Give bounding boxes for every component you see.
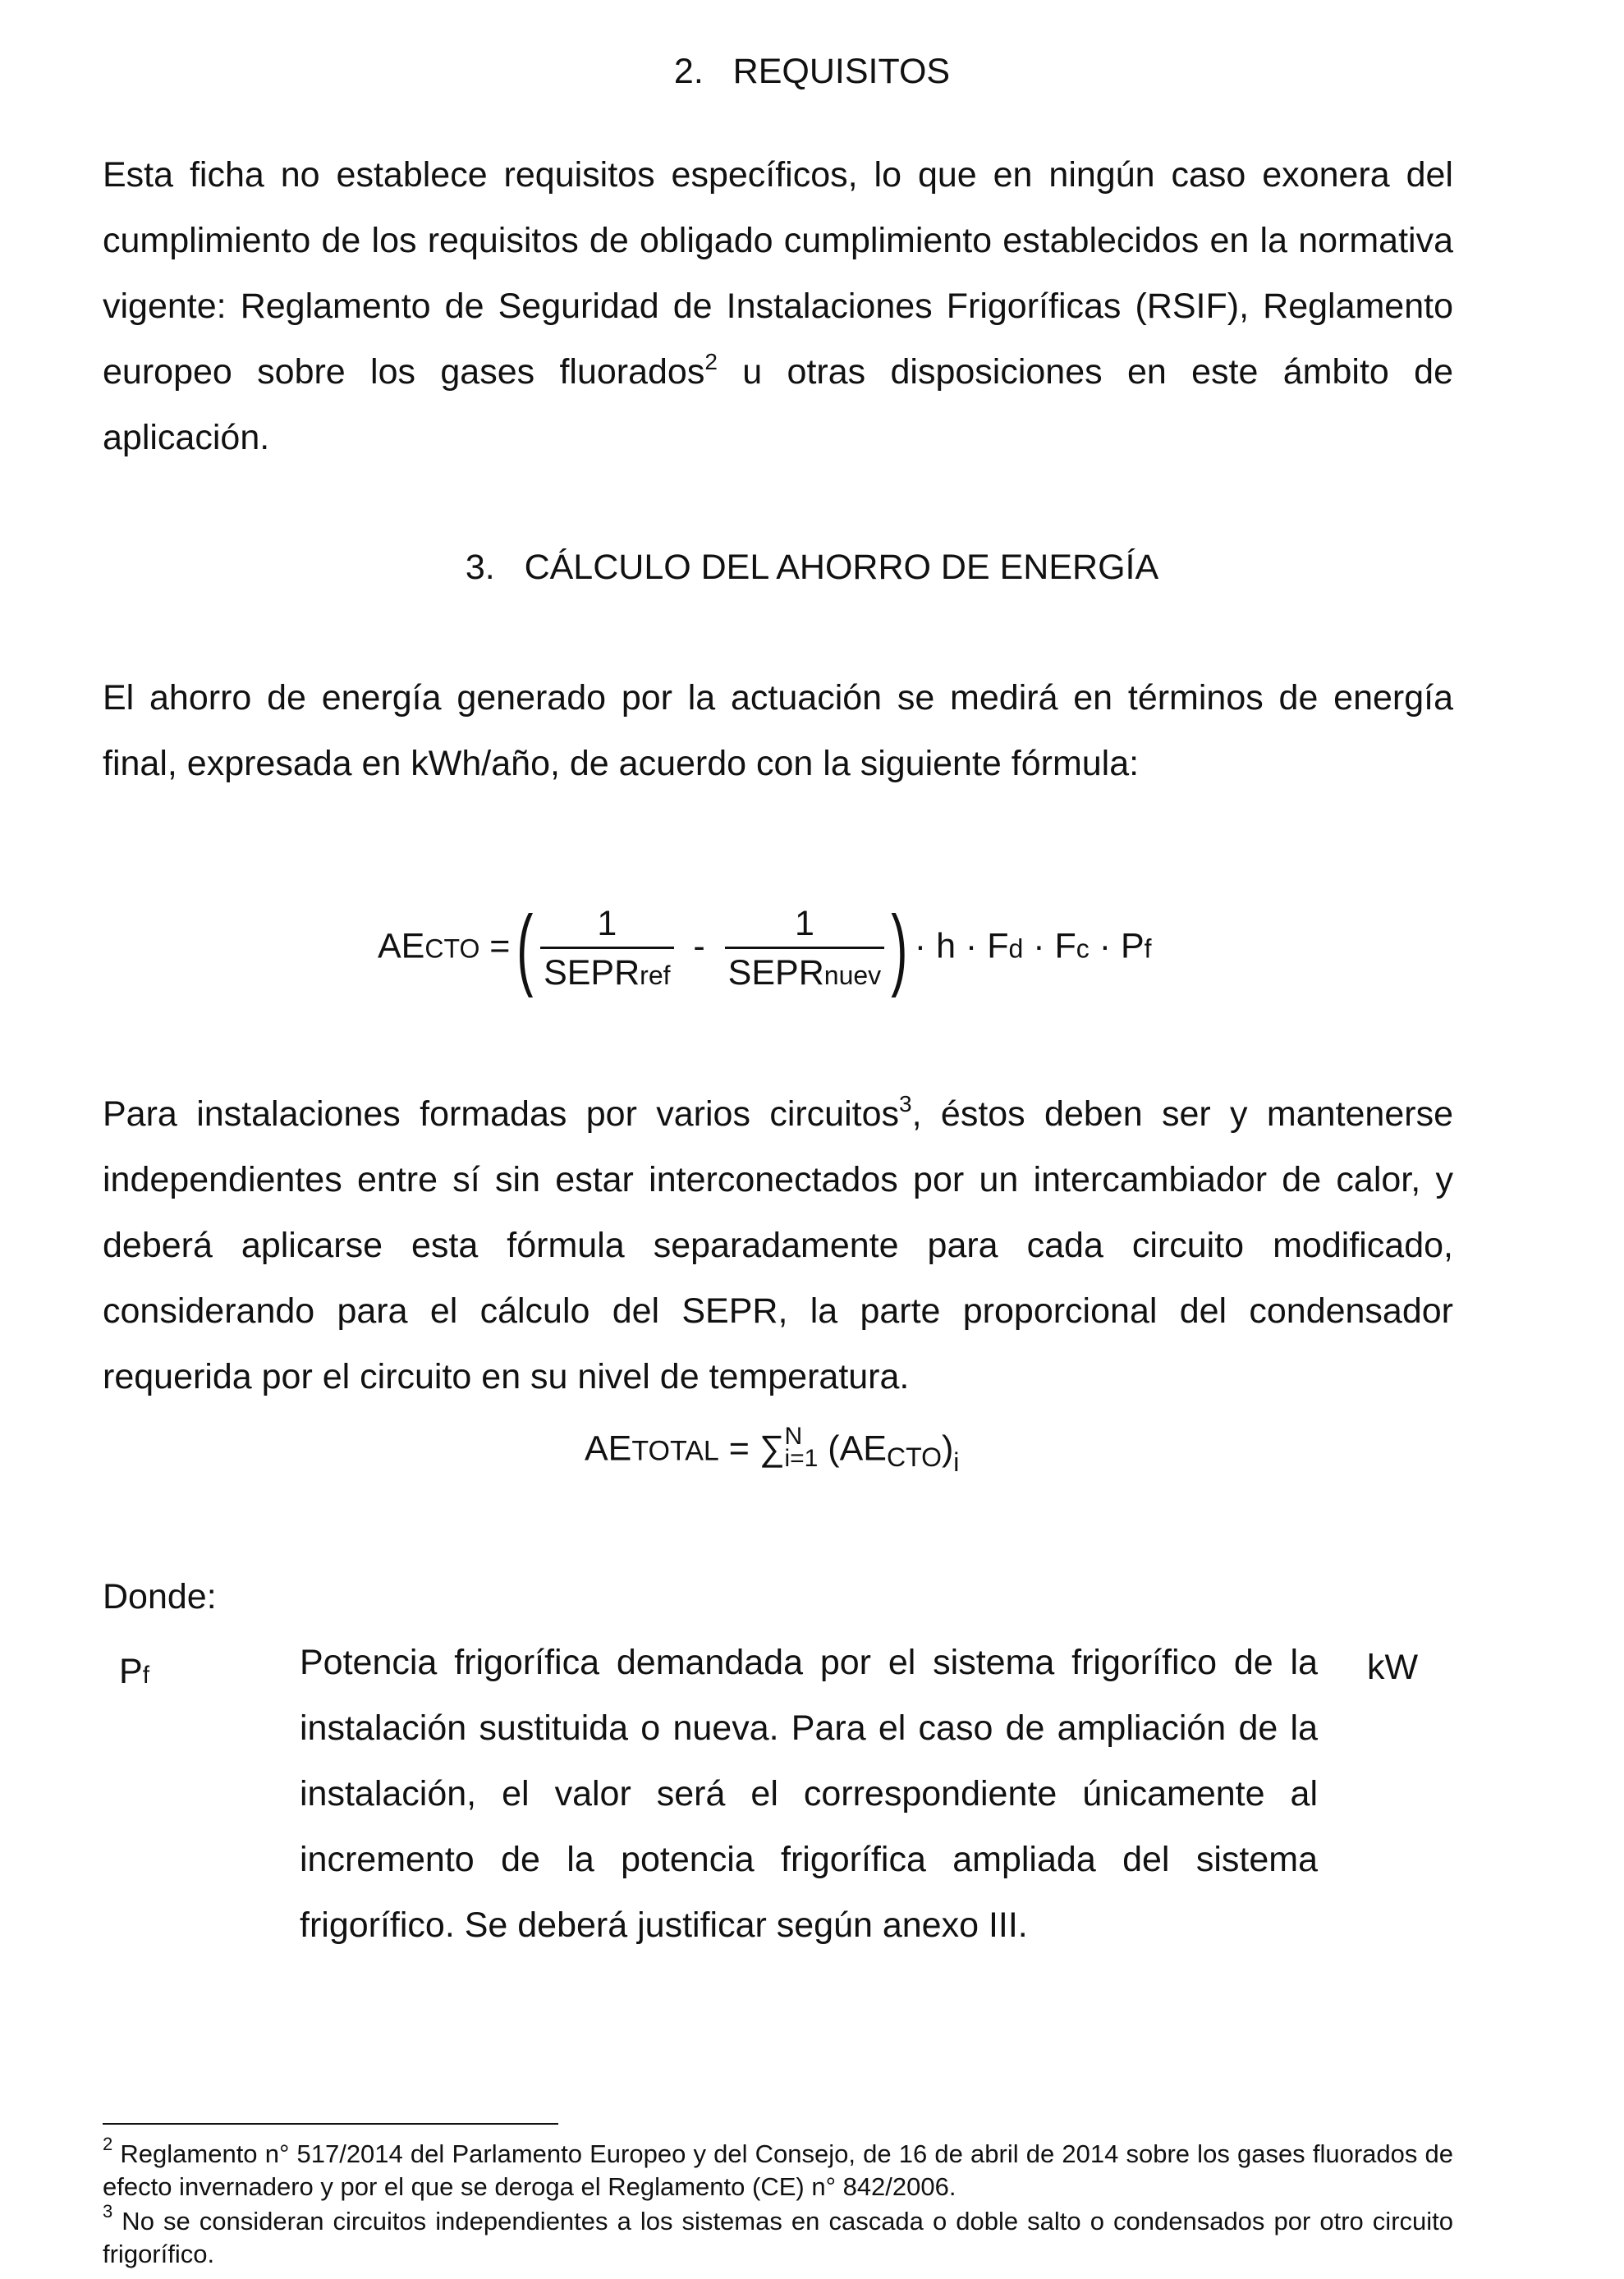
fraction-ref-denominator <box>540 949 673 991</box>
footnote-ref-2: 2 <box>704 348 718 374</box>
fraction-nuev <box>725 903 885 993</box>
where-label: Donde: <box>103 1577 217 1616</box>
footnote-3-mark: 3 <box>103 2200 113 2222</box>
total-close-paren: ) <box>941 1428 954 1469</box>
definition-description: Potencia frigorífica demandada por el sistema frigorífico de la instalación sustituida o nueva. Para el caso de ampliación de la instalación, el valor será el correspondiente únicamente al incremento de la potencia frigorífica ampliada del sistema frigorífico. Se deberá justificar según anexo III. <box>300 1643 1318 1945</box>
sum-limits <box>784 1425 818 1470</box>
footnote-2 <box>103 2133 1453 2203</box>
section-3-number: 3. <box>465 548 495 587</box>
formula-lhs-sub: CTO <box>424 933 480 964</box>
circuits-text-a: Para instalaciones formadas por varios circuitos <box>103 1094 900 1134</box>
total-savings-formula <box>585 1423 960 1478</box>
formula-equals: = <box>489 926 511 966</box>
footnote-2-text: Reglamento n° 517/2014 del Parlamento Europeo y del Consejo, de 16 de abril de 2014 sobre los gases fluorados de efecto invernadero y por el que se deroga el Reglamento (CE) n° 842/2006. <box>103 2139 1453 2201</box>
formula-minus: - <box>693 926 705 966</box>
total-index: i <box>953 1447 960 1478</box>
section-2-title: REQUISITOS <box>732 52 951 91</box>
fraction-ref <box>540 903 673 993</box>
total-lhs-sub: TOTAL <box>631 1435 719 1467</box>
formula-pf: · P <box>1089 926 1145 966</box>
sum-lower-limit: i=1 <box>784 1445 819 1472</box>
definition-symbol <box>119 1652 149 1692</box>
sepr-ref-sub: ref <box>640 960 671 990</box>
definition-symbol-sub: f <box>142 1662 150 1689</box>
section-2-number: 2. <box>673 52 704 91</box>
section-2-heading <box>0 50 1624 93</box>
footnote-3-text: No se consideran circuitos independientes a los sistemas en cascada o doble salto o condensados por otro circuito frigorífico. <box>103 2207 1453 2268</box>
fraction-nuev-denominator <box>725 949 885 991</box>
total-term-sub: CTO <box>887 1442 942 1473</box>
section-3-heading <box>0 546 1624 589</box>
requirements-text-a: Esta ficha no establece requisitos específicos, lo que en ningún caso exonera del cumplimiento de los requisitos de obligado cumplimiento establecidos en la normativa vigente: Reglamento de Seguridad de Instalaciones Frigoríficas (RSIF), Reglamento europeo sobre los gases fluorados <box>103 155 1453 392</box>
formula-h-fd: · h · F <box>914 926 1009 966</box>
circuits-text-b: , éstos deben ser y mantenerse independientes entre sí sin estar interconectados por un intercambiador de calor, y deberá aplicarse esta fórmula separadamente para cada circuito modificado, considerando para el cálculo del SEPR, la parte proporcional del condensador requerida por el circuito en su nivel de temperatura. <box>103 1094 1453 1396</box>
section-3-title: CÁLCULO DEL AHORRO DE ENERGÍA <box>524 548 1159 587</box>
total-lhs: AE <box>585 1428 632 1469</box>
sepr-ref-label: SEPR <box>544 952 640 993</box>
requirements-text-b: u otras disposiciones en este ámbito de aplicación. <box>103 352 1454 457</box>
fraction-ref-numerator: 1 <box>540 906 673 949</box>
definition-unit: kW <box>1367 1648 1419 1687</box>
requirements-paragraph <box>103 142 1453 470</box>
footnote-separator <box>103 2123 558 2125</box>
fraction-nuev-numerator: 1 <box>725 906 885 949</box>
total-equals-sum: = ∑ <box>718 1428 785 1469</box>
footnote-ref-3: 3 <box>899 1090 912 1117</box>
sepr-nuev-sub: nuev <box>823 960 882 990</box>
circuits-paragraph <box>103 1081 1453 1410</box>
formula-lhs: AE <box>378 926 425 966</box>
footnote-2-mark: 2 <box>103 2133 113 2154</box>
formula-fc: · F <box>1023 926 1076 966</box>
close-paren-symbol: ) <box>891 897 908 998</box>
definition-symbol-main: P <box>119 1652 143 1691</box>
sum-upper-limit: N <box>784 1423 803 1450</box>
open-paren-symbol: ( <box>516 897 534 998</box>
footnote-3 <box>103 2200 1453 2271</box>
formula-sub-d: d <box>1008 933 1024 964</box>
energy-savings-formula <box>378 897 1152 998</box>
sepr-nuev-label: SEPR <box>727 952 824 993</box>
total-term: (AE <box>818 1428 887 1469</box>
formula-sub-c: c <box>1076 933 1090 964</box>
calculation-intro-paragraph: El ahorro de energía generado por la actuación se medirá en términos de energía final, expresada en kWh/año, de acuerdo con la siguiente fórmula: <box>103 678 1453 783</box>
formula-sub-f: f <box>1144 933 1152 964</box>
